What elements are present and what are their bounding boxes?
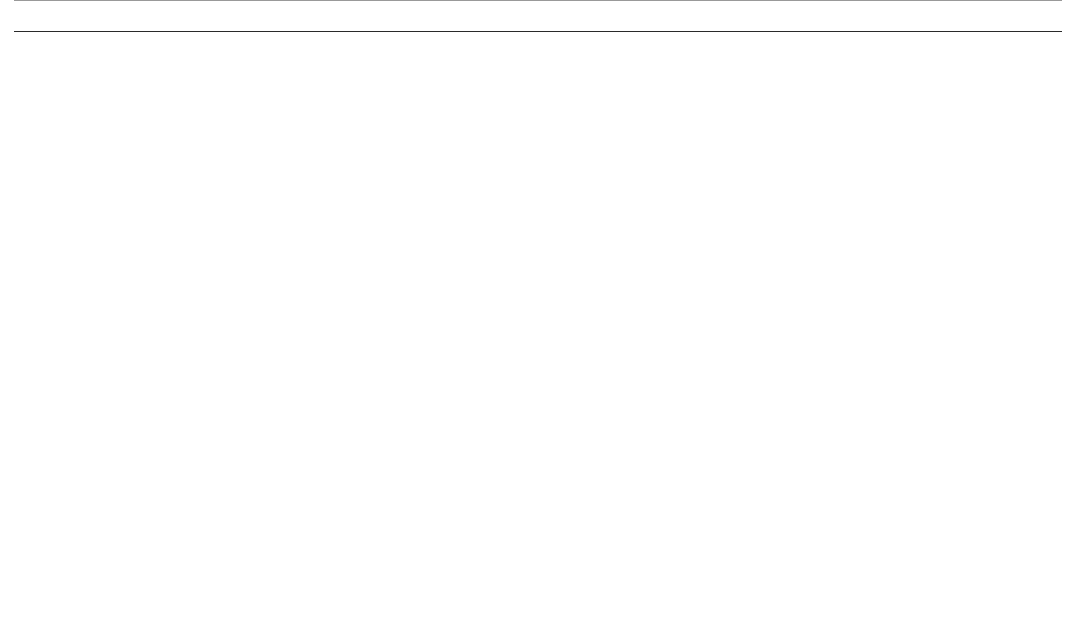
- table-header: [14, 6, 1062, 32]
- risk-table: [14, 6, 1062, 51]
- table-bottom-rule: [14, 0, 1062, 1]
- section-heading: [14, 32, 1062, 51]
